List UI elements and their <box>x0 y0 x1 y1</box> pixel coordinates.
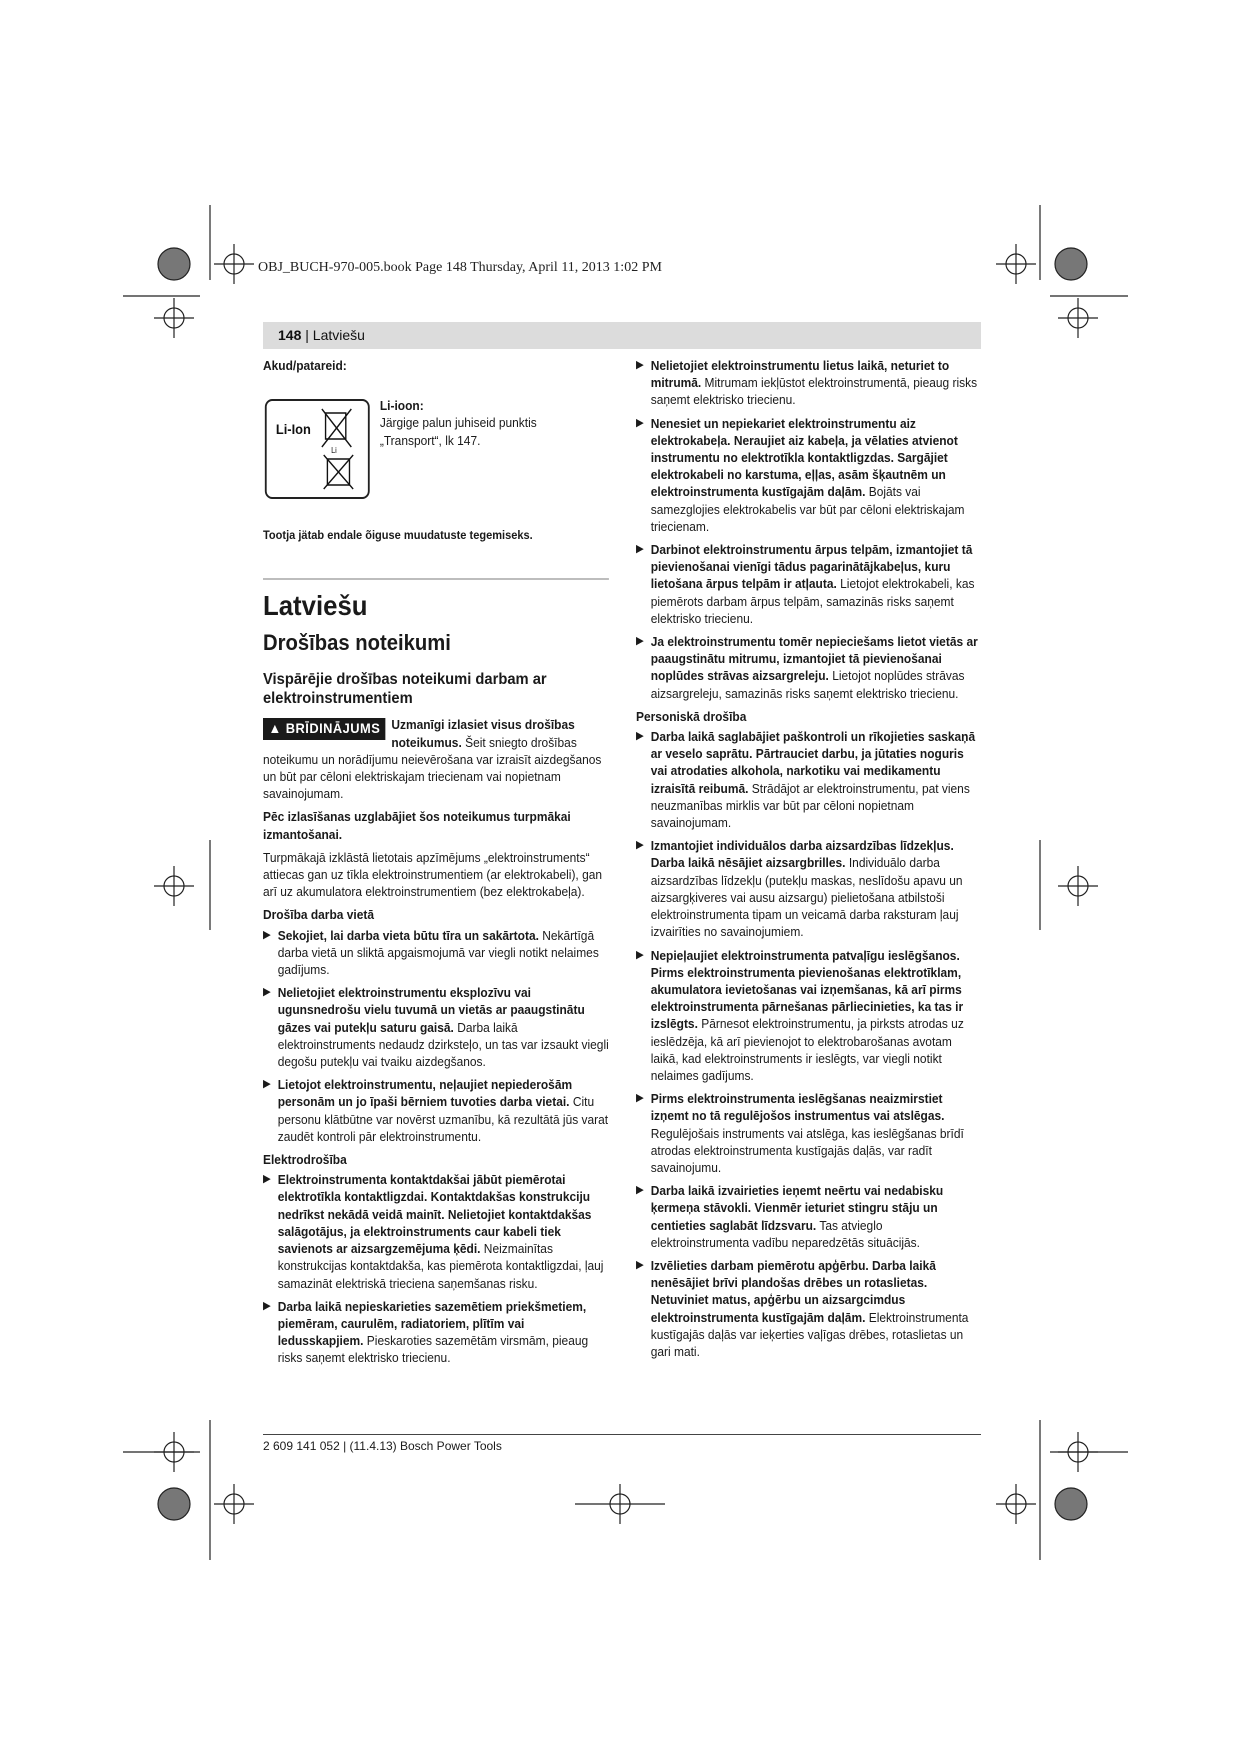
list-item: ▶ Darba laikā izvairieties ieņemt neērtu vai nedabisku ķermeņa stāvokli. Vienmēr ieturiet stingru stāju un centieties saglabāt līdzsvaru. Tas atvieglo elektroinstrumenta vadību neparedzētās situācijās. <box>636 1183 944 1250</box>
term-definition: Turpmākajā izklāstā lietotais apzīmējums „elektroinstruments“ attiecas gan uz tīkla elektroinstrumentiem (ar elektrokabeli), gan arī uz akumulatora elektroinstrumentiem (bez elektrokabeļa). <box>263 849 603 900</box>
li-ion-title: Li-ioon: <box>379 398 424 414</box>
bullet-icon: ▶ <box>636 359 644 371</box>
list-item: ▶ Nenesiet un nepiekariet elektroinstrumentu aiz elektrokabeļa. Neraujiet aiz kabeļa, ja vēlaties atvienot instrumentu no elektrotīkla kontaktligzdas. Sargājiet elektrokabeli no karstuma, eļļas, asām šķautnēm un elektroinstrumenta kustīgajām daļām. Bojāts vai samezglojies elektrokabelis var būt par cēloni elektriskajam triecienam. <box>636 415 965 534</box>
section-title-language: Latviešu <box>263 590 368 622</box>
bullet-icon: ▶ <box>263 928 271 941</box>
list-item: ▶ Lietojot elektroinstrumentu, neļaujiet nepiederošām personām un jo īpaši bērniem tuvoties darba vietai. Citu personu klātbūtne var novērst uzmanību, kā rezultātā jūs varat zaudēt kontroli pār elektroinstrumentu. <box>263 1077 609 1144</box>
list-item: ▶ Nelietojiet elektroinstrumentu eksplozīvu vai ugunsnedrošu vielu tuvumā un vietās ar paaugstinātu gāzes vai putekļu saturu gaisā. Darba laikā elektroinstruments nedaudz dzirksteļo, un tas var izsaukt viegli degošu putekļu vai tvaiku aizdegšanos. <box>263 985 609 1070</box>
warning-bold: Uzmanīgi izlasiet visus drošības noteikumus. <box>391 717 575 750</box>
bullet-icon: ▶ <box>263 1078 271 1091</box>
footer-rule <box>263 1434 981 1435</box>
bullet-icon: ▶ <box>263 1173 271 1186</box>
personal-heading: Personiskā drošība <box>636 708 747 724</box>
li-ion-note <box>380 397 592 449</box>
li-symbol: Li <box>331 445 337 456</box>
page-language: Latviešu <box>312 327 365 343</box>
list-item: ▶ Pirms elektroinstrumenta ieslēgšanas neaizmirstiet izņemt no tā regulējošos instrumentus vai atslēgas. Regulējošais instruments vai atslēga, kas ieslēgšanas brīdī atrodas elektroinstrumenta kustīgajās daļās, var radīt savainojumu. <box>636 1091 964 1175</box>
battery-recycling-icon <box>265 399 370 499</box>
list-item: ▶ Elektroinstrumenta kontaktdakšai jābūt piemērotai elektrotīkla kontaktligzdai. Kontaktdakšas konstrukciju nedrīkst nekādā veidā mainīt. Nelietojiet kontaktdakšas salāgotājus, ja elektroinstruments caur kabeli tiek savienots ar aizsargzemējuma ķēdi. Neizmainītas konstrukcijas kontaktdakša, kas piemērota kontaktligzdai, ļauj samazināt elektriskā trieciena saņemšanas risku. <box>263 1172 604 1291</box>
battery-block <box>263 377 609 517</box>
bullet-icon: ▶ <box>636 948 644 961</box>
bullet-icon: ▶ <box>636 1258 644 1271</box>
li-ion-label: Li-Ion <box>275 421 311 438</box>
warning-badge-label: BRĪDINĀJUMS <box>285 720 381 737</box>
section-rule <box>263 578 609 580</box>
li-ion-text: Järgige palun juhiseid punktis „Transport“, lk 147. <box>379 415 537 448</box>
work-area-heading: Drošība darba vietā <box>263 907 375 923</box>
list-item: ▶ Ja elektroinstrumentu tomēr nepieciešams lietot vietās ar paaugstinātu mitrumu, izmantojiet tā pievienošanai noplūdes strāvas aizsargreleju. Lietojot noplūdes strāvas aizsargreleju, samazinās risks saņemt elektrisko triecienu. <box>636 634 978 701</box>
bullet-icon: ▶ <box>636 1184 644 1197</box>
page-footer: 2 609 141 052 | (11.4.13) Bosch Power Tools <box>263 1439 502 1453</box>
electric-heading: Elektrodrošība <box>263 1152 347 1168</box>
page-header: 148 | Latviešu <box>278 327 365 343</box>
list-item: ▶ Darba laikā nepieskarieties sazemētiem priekšmetiem, piemēram, caurulēm, radiatoriem, plītīm vai ledusskapjiem. Pieskaroties sazemētām virsmām, pieaug risks saņemt elektrisko triecienu. <box>263 1298 589 1366</box>
section-title-safety: Drošības noteikumi <box>263 630 451 656</box>
print-header: OBJ_BUCH-970-005.book Page 148 Thursday, April 11, 2013 1:02 PM <box>258 260 662 275</box>
list-item: ▶ Izvēlieties darbam piemērotu apģērbu. Darba laikā nenēsājiet brīvi plandošas drēbes un rotaslietas. Netuviniet matus, apģērbu un aizsargcimdus elektroinstrumenta kustīgajām daļām. Elektroinstrumenta kustīgajās daļās var ieķerties vaļīgas drēbes, rotaslietas un gari mati. <box>636 1257 969 1359</box>
warning-text: Šeit sniegto drošības noteikumu un norādījumu neievērošana var izraisīt aizdegšanos un būt par cēloni elektriskajam triecienam vai nopietnam savainojumam. <box>263 734 602 802</box>
list-item: ▶ Izmantojiet individuālos darba aizsardzības līdzekļus. Darba laikā nēsājiet aizsargbrilles. Individuālo darba aizsardzības līdzekļu (putekļu maskas, neslīdošu apavu un aizsargķiveres vai ausu aizsargu) pielietošana atbilstoši elektroinstrumenta tipam un veicamā darba raksturam ļauj izvairīties no savainojumiem. <box>636 838 963 940</box>
right-column <box>636 357 982 1366</box>
bullet-icon: ▶ <box>636 543 644 556</box>
bullet-icon: ▶ <box>636 839 644 852</box>
bullet-icon: ▶ <box>263 1299 271 1312</box>
bullet-icon: ▶ <box>263 986 271 999</box>
keep-notice: Pēc izlasīšanas uzglabājiet šos noteikumus turpmākai izmantošanai. <box>263 809 571 842</box>
page-number: 148 <box>278 327 302 343</box>
battery-heading: Akud/patareid: <box>263 358 347 373</box>
warning-paragraph <box>263 716 609 802</box>
section-title-general: Vispārējie drošības noteikumi darbam ar elektroinstrumentiem <box>263 671 547 708</box>
bullet-icon: ▶ <box>636 730 644 743</box>
list-item: ▶ Nepieļaujiet elektroinstrumenta patvaļīgu ieslēgšanos. Pirms elektroinstrumenta pievienošanas elektrotīklam, akumulatora ievietošanas vai izņemšanas, kā arī pirms elektroinstrumenta pārnešanas pārliecinieties, ka tas ir izslēgts. Pārnesot elektroinstrumentu, ja pirksts atrodas uz ieslēdzēja, kā arī pievienojot to elektrobarošanas avotam laikā, kad elektroinstruments ir ieslēgts, var viegli notikt nelaimes gadījums. <box>636 947 964 1083</box>
reserve-rights: Tootja jätab endale õiguse muudatuste tegemiseks. <box>263 528 533 543</box>
list-item: ▶ Darba laikā saglabājiet paškontroli un rīkojieties saskaņā ar veselo saprātu. Pārtrauciet darbu, ja jūtaties noguris vai atrodaties alkohola, narkotiku vai medikamentu izraisītā reibumā. Strādājot ar elektroinstrumentu, pat viens neuzmanības mirklis var būt par cēloni nopietnam savainojumam. <box>636 729 976 831</box>
bullet-icon: ▶ <box>636 1092 644 1105</box>
bullet-icon: ▶ <box>636 635 644 648</box>
list-item: ▶ Sekojiet, lai darba vieta būtu tīra un sakārtota. Nekārtīgā darba vietā un sliktā apgaismojumā var viegli notikt nelaimes gadījums. <box>263 927 599 978</box>
list-item: ▶ Darbinot elektroinstrumentu ārpus telpām, izmantojiet tā pievienošanai vienīgi tādus pagarinātājkabeļus, kuru lietošana ārpus telpām ir atļauta. Lietojot elektrokabeli, kas piemērots darbam ārpus telpām, samazinās risks saņemt elektrisko triecienu. <box>636 542 975 626</box>
bullet-icon: ▶ <box>636 416 644 429</box>
left-column <box>263 357 609 1373</box>
warning-badge: ▲ BRĪDINĀJUMS <box>263 718 386 739</box>
page-header-bar <box>263 322 981 349</box>
list-item: ▶ Nelietojiet elektroinstrumentu lietus laikā, neturiet to mitrumā. Mitrumam iekļūstot elektroinstrumentā, pieaug risks saņemt elektrisko triecienu. <box>636 358 978 408</box>
